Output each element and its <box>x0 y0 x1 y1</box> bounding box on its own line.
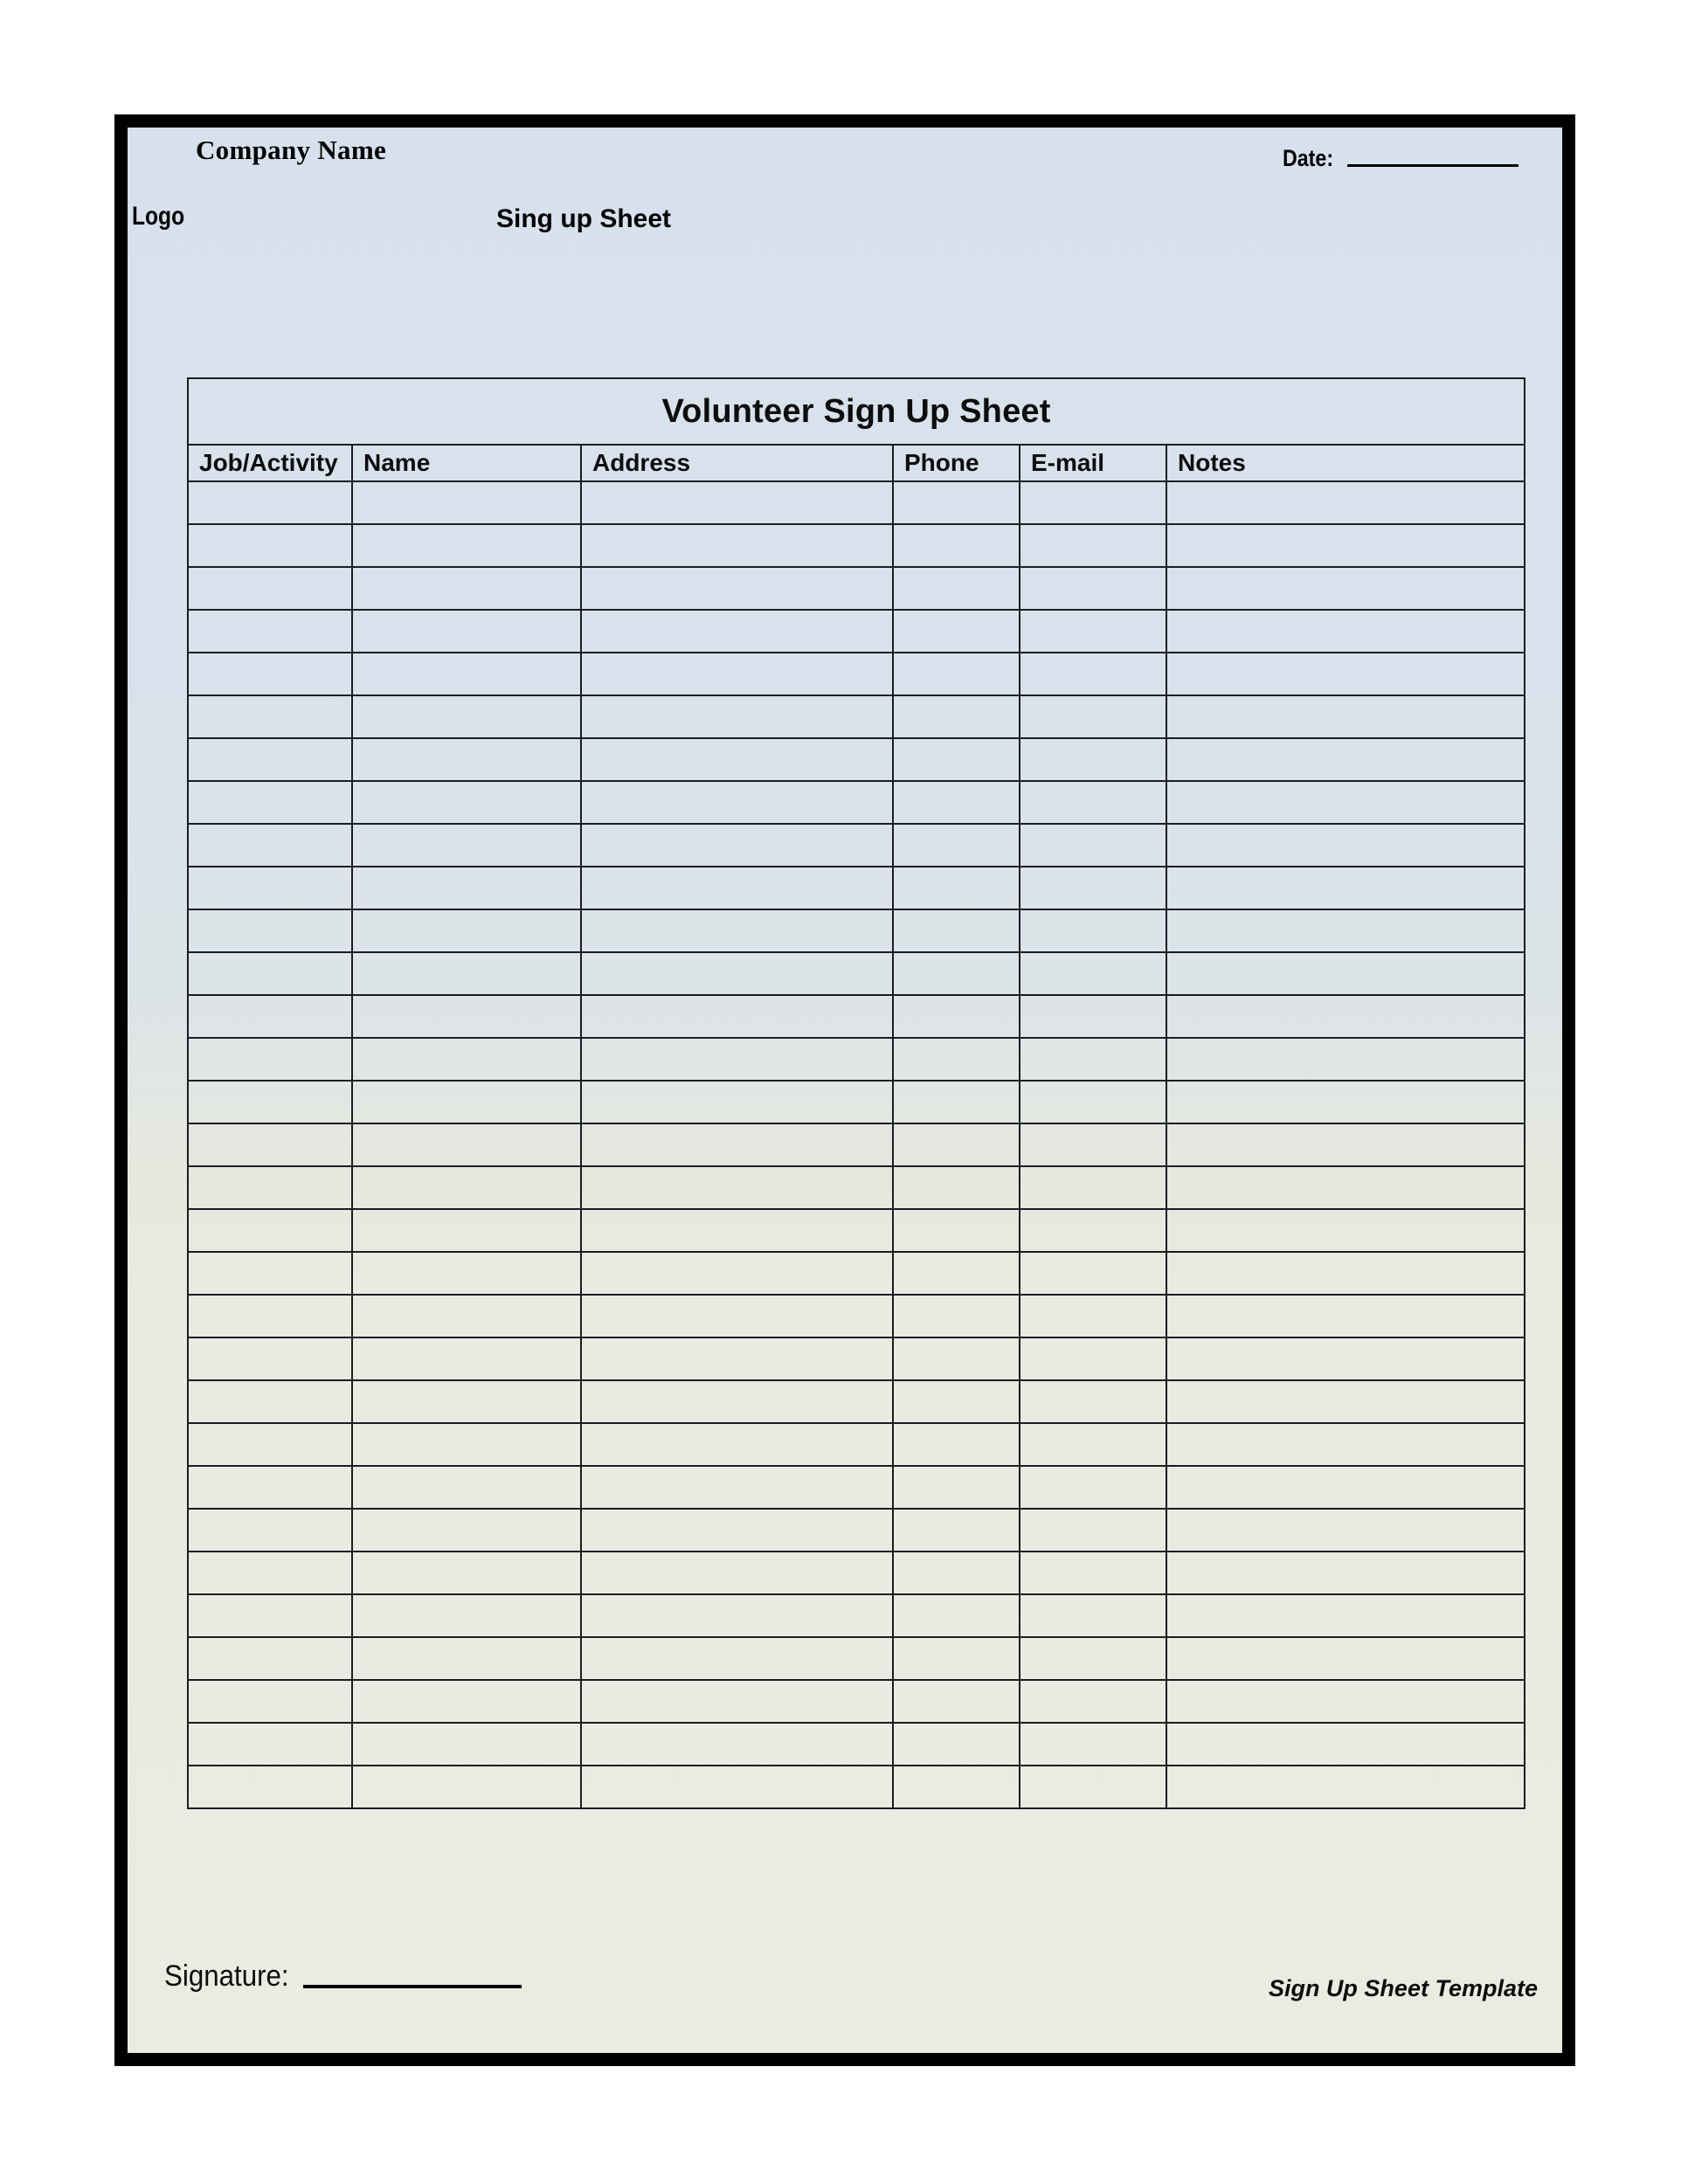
cell-phone[interactable] <box>893 695 1020 738</box>
cell-addr[interactable] <box>581 1423 893 1466</box>
cell-notes[interactable] <box>1166 1081 1525 1123</box>
cell-name[interactable] <box>352 781 581 824</box>
cell-addr[interactable] <box>581 1295 893 1337</box>
table-title-row <box>188 378 1525 445</box>
cell-addr[interactable] <box>581 909 893 952</box>
cell-notes[interactable] <box>1166 653 1525 695</box>
cell-name[interactable] <box>352 1723 581 1766</box>
cell-phone[interactable] <box>893 824 1020 867</box>
cell-phone[interactable] <box>893 1423 1020 1466</box>
cell-name[interactable] <box>352 995 581 1038</box>
cell-addr[interactable] <box>581 1166 893 1209</box>
cell-phone[interactable] <box>893 867 1020 909</box>
cell-job[interactable] <box>188 952 352 995</box>
column-header-notes: Notes <box>1166 445 1525 481</box>
cell-job[interactable] <box>188 481 352 524</box>
cell-notes[interactable] <box>1166 738 1525 781</box>
cell-addr[interactable] <box>581 567 893 610</box>
cell-notes[interactable] <box>1166 1637 1525 1680</box>
cell-name[interactable] <box>352 952 581 995</box>
cell-notes[interactable] <box>1166 1337 1525 1380</box>
sheet-subtitle: Sing up Sheet <box>496 204 672 233</box>
column-header-address: Address <box>581 445 893 481</box>
cell-phone[interactable] <box>893 1380 1020 1423</box>
cell-notes[interactable] <box>1166 867 1525 909</box>
cell-email[interactable] <box>1020 1723 1166 1766</box>
cell-phone[interactable] <box>893 1337 1020 1380</box>
cell-job[interactable] <box>188 1466 352 1509</box>
table-row <box>188 1594 1525 1637</box>
cell-job[interactable] <box>188 1123 352 1166</box>
cell-job[interactable] <box>188 867 352 909</box>
cell-notes[interactable] <box>1166 781 1525 824</box>
cell-addr[interactable] <box>581 1038 893 1081</box>
cell-addr[interactable] <box>581 867 893 909</box>
cell-notes[interactable] <box>1166 610 1525 653</box>
cell-notes[interactable] <box>1166 1466 1525 1509</box>
cell-notes[interactable] <box>1166 1166 1525 1209</box>
cell-addr[interactable] <box>581 738 893 781</box>
cell-notes[interactable] <box>1166 567 1525 610</box>
cell-email[interactable] <box>1020 1337 1166 1380</box>
cell-name[interactable] <box>352 867 581 909</box>
cell-notes[interactable] <box>1166 1209 1525 1252</box>
table-row <box>188 1295 1525 1337</box>
cell-email[interactable] <box>1020 1209 1166 1252</box>
cell-addr[interactable] <box>581 695 893 738</box>
cell-job[interactable] <box>188 1766 352 1808</box>
cell-phone[interactable] <box>893 653 1020 695</box>
table-row <box>188 781 1525 824</box>
table-row <box>188 1552 1525 1594</box>
table-row <box>188 1038 1525 1081</box>
column-header-job-activity: Job/Activity <box>188 445 352 481</box>
table-row <box>188 1380 1525 1423</box>
cell-addr[interactable] <box>581 1252 893 1295</box>
cell-notes[interactable] <box>1166 1594 1525 1637</box>
table-row <box>188 867 1525 909</box>
cell-phone[interactable] <box>893 781 1020 824</box>
table-row <box>188 1723 1525 1766</box>
table-row <box>188 1466 1525 1509</box>
cell-name[interactable] <box>352 610 581 653</box>
cell-name[interactable] <box>352 695 581 738</box>
cell-name[interactable] <box>352 1680 581 1723</box>
cell-addr[interactable] <box>581 1081 893 1123</box>
signature-label: Signature: <box>164 1959 289 1993</box>
cell-email[interactable] <box>1020 524 1166 567</box>
cell-name[interactable] <box>352 1552 581 1594</box>
cell-job[interactable] <box>188 695 352 738</box>
cell-name[interactable] <box>352 1209 581 1252</box>
table-header-row <box>188 445 1525 481</box>
cell-email[interactable] <box>1020 824 1166 867</box>
cell-name[interactable] <box>352 1594 581 1637</box>
cell-addr[interactable] <box>581 1723 893 1766</box>
cell-phone[interactable] <box>893 1680 1020 1723</box>
cell-email[interactable] <box>1020 1594 1166 1637</box>
cell-email[interactable] <box>1020 867 1166 909</box>
cell-email[interactable] <box>1020 1123 1166 1166</box>
cell-notes[interactable] <box>1166 995 1525 1038</box>
cell-job[interactable] <box>188 1038 352 1081</box>
cell-name[interactable] <box>352 1166 581 1209</box>
cell-job[interactable] <box>188 995 352 1038</box>
cell-notes[interactable] <box>1166 1038 1525 1081</box>
table-row <box>188 909 1525 952</box>
cell-addr[interactable] <box>581 1123 893 1166</box>
cell-notes[interactable] <box>1166 1723 1525 1766</box>
cell-name[interactable] <box>352 824 581 867</box>
cell-addr[interactable] <box>581 653 893 695</box>
cell-name[interactable] <box>352 1252 581 1295</box>
cell-addr[interactable] <box>581 481 893 524</box>
cell-addr[interactable] <box>581 1466 893 1509</box>
cell-notes[interactable] <box>1166 824 1525 867</box>
template-credit: Sign Up Sheet Template <box>1268 1975 1538 2001</box>
cell-email[interactable] <box>1020 1637 1166 1680</box>
cell-name[interactable] <box>352 1423 581 1466</box>
cell-email[interactable] <box>1020 1466 1166 1509</box>
cell-name[interactable] <box>352 1466 581 1509</box>
cell-addr[interactable] <box>581 1337 893 1380</box>
cell-name[interactable] <box>352 1766 581 1808</box>
cell-phone[interactable] <box>893 738 1020 781</box>
cell-phone[interactable] <box>893 1123 1020 1166</box>
signature-input-line[interactable] <box>303 1985 522 1988</box>
table-row <box>188 1509 1525 1552</box>
column-header-phone: Phone <box>893 445 1020 481</box>
table-row <box>188 1423 1525 1466</box>
cell-email[interactable] <box>1020 1680 1166 1723</box>
cell-email[interactable] <box>1020 481 1166 524</box>
cell-phone[interactable] <box>893 567 1020 610</box>
cell-email[interactable] <box>1020 1552 1166 1594</box>
cell-name[interactable] <box>352 1509 581 1552</box>
cell-job[interactable] <box>188 1252 352 1295</box>
cell-job[interactable] <box>188 610 352 653</box>
cell-phone[interactable] <box>893 1252 1020 1295</box>
table-row <box>188 824 1525 867</box>
cell-email[interactable] <box>1020 909 1166 952</box>
cell-phone[interactable] <box>893 952 1020 995</box>
cell-email[interactable] <box>1020 995 1166 1038</box>
cell-job[interactable] <box>188 1295 352 1337</box>
table-row <box>188 567 1525 610</box>
table-row <box>188 1081 1525 1123</box>
cell-phone[interactable] <box>893 1637 1020 1680</box>
cell-phone[interactable] <box>893 481 1020 524</box>
table-row <box>188 1337 1525 1380</box>
cell-notes[interactable] <box>1166 1552 1525 1594</box>
cell-email[interactable] <box>1020 1423 1166 1466</box>
table-column-header-row <box>188 445 1525 481</box>
cell-job[interactable] <box>188 1209 352 1252</box>
cell-notes[interactable] <box>1166 481 1525 524</box>
cell-job[interactable] <box>188 1380 352 1423</box>
document-header <box>128 128 1562 398</box>
cell-notes[interactable] <box>1166 1680 1525 1723</box>
cell-phone[interactable] <box>893 1295 1020 1337</box>
cell-addr[interactable] <box>581 1509 893 1552</box>
cell-addr[interactable] <box>581 952 893 995</box>
signature-field[interactable] <box>164 1959 522 1994</box>
column-header-email: E-mail <box>1020 445 1166 481</box>
cell-email[interactable] <box>1020 1252 1166 1295</box>
cell-notes[interactable] <box>1166 1380 1525 1423</box>
cell-notes[interactable] <box>1166 909 1525 952</box>
cell-addr[interactable] <box>581 1209 893 1252</box>
cell-notes[interactable] <box>1166 1509 1525 1552</box>
cell-phone[interactable] <box>893 524 1020 567</box>
cell-notes[interactable] <box>1166 1423 1525 1466</box>
cell-email[interactable] <box>1020 1166 1166 1209</box>
table-row <box>188 1123 1525 1166</box>
cell-email[interactable] <box>1020 738 1166 781</box>
cell-job[interactable] <box>188 1680 352 1723</box>
cell-job[interactable] <box>188 524 352 567</box>
cell-addr[interactable] <box>581 1680 893 1723</box>
table-row <box>188 1637 1525 1680</box>
cell-notes[interactable] <box>1166 1766 1525 1808</box>
cell-phone[interactable] <box>893 1766 1020 1808</box>
cell-addr[interactable] <box>581 524 893 567</box>
cell-addr[interactable] <box>581 1594 893 1637</box>
cell-email[interactable] <box>1020 1766 1166 1808</box>
cell-job[interactable] <box>188 738 352 781</box>
table-row <box>188 481 1525 524</box>
table-row <box>188 995 1525 1038</box>
cell-name[interactable] <box>352 567 581 610</box>
logo-placeholder: Logo <box>132 202 185 231</box>
table-row <box>188 695 1525 738</box>
cell-job[interactable] <box>188 909 352 952</box>
cell-addr[interactable] <box>581 610 893 653</box>
cell-notes[interactable] <box>1166 1252 1525 1295</box>
cell-notes[interactable] <box>1166 952 1525 995</box>
document-page <box>128 128 1562 2053</box>
cell-name[interactable] <box>352 909 581 952</box>
cell-email[interactable] <box>1020 1038 1166 1081</box>
cell-job[interactable] <box>188 1594 352 1637</box>
table-row <box>188 1166 1525 1209</box>
table-row <box>188 1252 1525 1295</box>
cell-addr[interactable] <box>581 995 893 1038</box>
cell-notes[interactable] <box>1166 695 1525 738</box>
document-frame <box>114 114 1575 2066</box>
cell-job[interactable] <box>188 1723 352 1766</box>
cell-job[interactable] <box>188 1081 352 1123</box>
date-label: Date: <box>1283 145 1334 171</box>
cell-addr[interactable] <box>581 1766 893 1808</box>
table-body <box>188 481 1525 1808</box>
cell-phone[interactable] <box>893 1209 1020 1252</box>
cell-job[interactable] <box>188 824 352 867</box>
cell-job[interactable] <box>188 1552 352 1594</box>
table-title: Volunteer Sign Up Sheet <box>188 378 1525 445</box>
cell-email[interactable] <box>1020 1380 1166 1423</box>
cell-addr[interactable] <box>581 1552 893 1594</box>
cell-name[interactable] <box>352 1081 581 1123</box>
cell-addr[interactable] <box>581 1380 893 1423</box>
cell-email[interactable] <box>1020 1509 1166 1552</box>
cell-phone[interactable] <box>893 1038 1020 1081</box>
cell-notes[interactable] <box>1166 1295 1525 1337</box>
table-title-head <box>188 378 1525 445</box>
cell-notes[interactable] <box>1166 1123 1525 1166</box>
column-header-name: Name <box>352 445 581 481</box>
date-field[interactable] <box>1283 145 1519 172</box>
table-row <box>188 1680 1525 1723</box>
cell-email[interactable] <box>1020 1295 1166 1337</box>
cell-phone[interactable] <box>893 1509 1020 1552</box>
cell-phone[interactable] <box>893 1166 1020 1209</box>
cell-phone[interactable] <box>893 1723 1020 1766</box>
cell-email[interactable] <box>1020 610 1166 653</box>
cell-name[interactable] <box>352 1123 581 1166</box>
cell-name[interactable] <box>352 1038 581 1081</box>
cell-name[interactable] <box>352 653 581 695</box>
cell-job[interactable] <box>188 781 352 824</box>
cell-name[interactable] <box>352 1380 581 1423</box>
cell-phone[interactable] <box>893 610 1020 653</box>
cell-name[interactable] <box>352 1295 581 1337</box>
cell-email[interactable] <box>1020 952 1166 995</box>
table-row <box>188 610 1525 653</box>
cell-name[interactable] <box>352 1337 581 1380</box>
cell-job[interactable] <box>188 653 352 695</box>
cell-phone[interactable] <box>893 1552 1020 1594</box>
table-row <box>188 952 1525 995</box>
volunteer-sign-up-table <box>187 377 1525 1809</box>
cell-phone[interactable] <box>893 995 1020 1038</box>
cell-email[interactable] <box>1020 1081 1166 1123</box>
cell-phone[interactable] <box>893 1594 1020 1637</box>
cell-phone[interactable] <box>893 909 1020 952</box>
cell-job[interactable] <box>188 1637 352 1680</box>
cell-email[interactable] <box>1020 781 1166 824</box>
cell-addr[interactable] <box>581 781 893 824</box>
table-row <box>188 524 1525 567</box>
table-row <box>188 738 1525 781</box>
cell-name[interactable] <box>352 524 581 567</box>
table-row <box>188 1209 1525 1252</box>
date-input-line[interactable] <box>1347 164 1519 167</box>
cell-notes[interactable] <box>1166 524 1525 567</box>
cell-job[interactable] <box>188 1166 352 1209</box>
cell-email[interactable] <box>1020 653 1166 695</box>
table-row <box>188 653 1525 695</box>
company-name: Company Name <box>196 135 387 165</box>
cell-name[interactable] <box>352 738 581 781</box>
cell-name[interactable] <box>352 481 581 524</box>
cell-name[interactable] <box>352 1637 581 1680</box>
cell-phone[interactable] <box>893 1081 1020 1123</box>
cell-addr[interactable] <box>581 824 893 867</box>
cell-email[interactable] <box>1020 695 1166 738</box>
cell-job[interactable] <box>188 567 352 610</box>
cell-job[interactable] <box>188 1509 352 1552</box>
cell-email[interactable] <box>1020 567 1166 610</box>
table-row <box>188 1766 1525 1808</box>
cell-addr[interactable] <box>581 1637 893 1680</box>
cell-job[interactable] <box>188 1423 352 1466</box>
cell-phone[interactable] <box>893 1466 1020 1509</box>
cell-job[interactable] <box>188 1337 352 1380</box>
